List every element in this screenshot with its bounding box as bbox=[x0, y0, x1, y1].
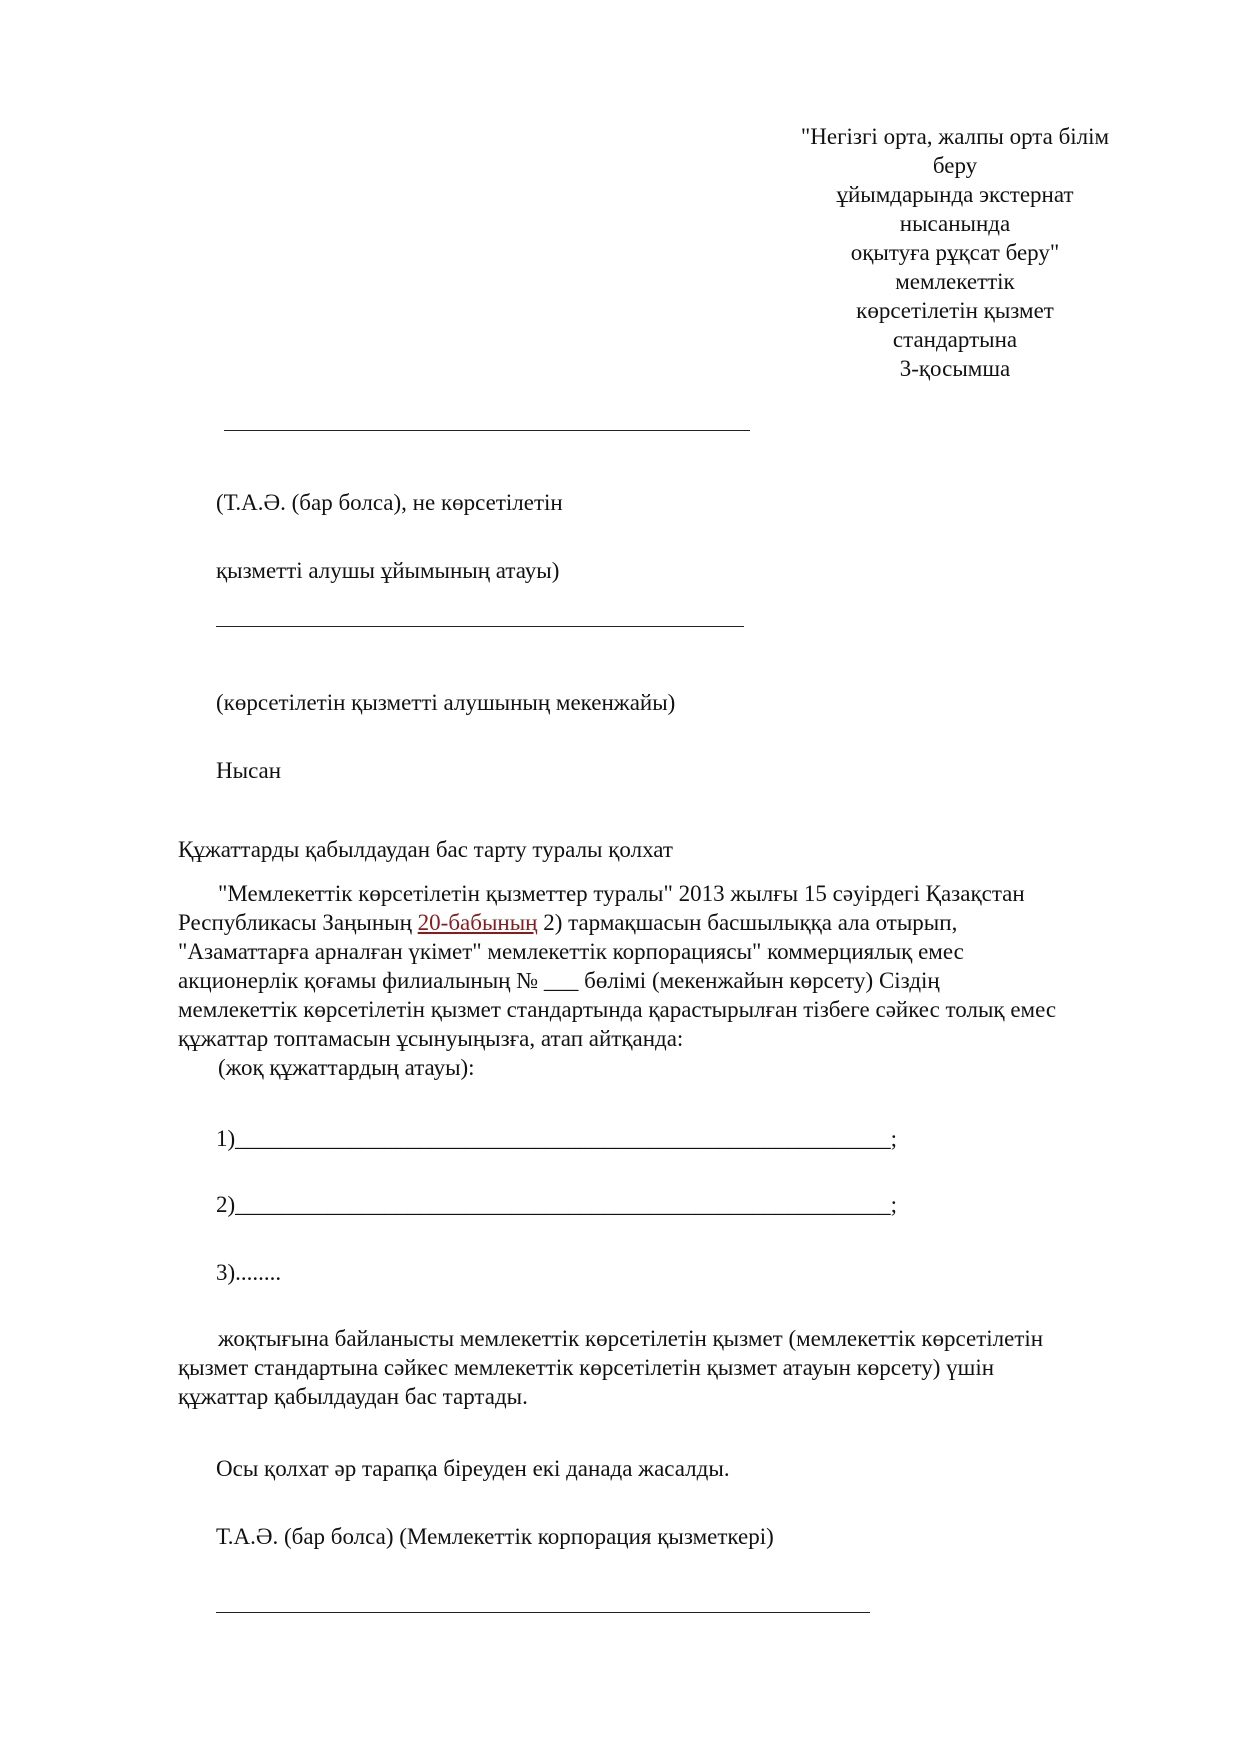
annex-line: 3-қосымша bbox=[899, 356, 1011, 381]
body-paragraph bbox=[178, 879, 1158, 1082]
conclusion-line: қызмет стандартына сәйкес мемлекеттік көрсетілетін қызмет атауын көрсету) үшін bbox=[178, 1355, 995, 1380]
annex-line: беру bbox=[932, 153, 978, 178]
recipient-address-label: (көрсетілетін қызметті алушының мекенжайы) bbox=[216, 690, 676, 715]
conclusion-line: құжаттар қабылдаудан бас тартады. bbox=[178, 1384, 528, 1409]
body-line bbox=[178, 908, 1158, 937]
body-text: 2) тармақшасын басшылыққа ала отырып, bbox=[537, 910, 958, 935]
body-line: "Азаматтарға арналған үкімет" мемлекеттік корпорациясы" коммерциялық емес bbox=[178, 939, 964, 964]
missing-item-2[interactable]: 2)_________________________________________________________; bbox=[216, 1192, 898, 1217]
annex-line: нысанында bbox=[899, 211, 1011, 236]
signature-blank[interactable] bbox=[216, 1612, 870, 1613]
recipient-name-blank[interactable] bbox=[224, 430, 750, 431]
annex-line: стандартына bbox=[892, 327, 1018, 352]
body-text: Республикасы Заңының bbox=[178, 910, 418, 935]
annex-line: көрсетілетін қызмет bbox=[856, 298, 1054, 323]
signature-label: Т.А.Ә. (бар болса) (Мемлекеттік корпорация қызметкері) bbox=[216, 1524, 774, 1549]
conclusion-line: жоқтығына байланысты мемлекеттік көрсетілетін қызмет (мемлекеттік көрсетілетін bbox=[218, 1326, 1044, 1351]
annex-line: мемлекеттік bbox=[895, 269, 1015, 294]
copies-note: Осы қолхат әр тарапқа біреуден екі данада жасалды. bbox=[216, 1456, 730, 1481]
recipient-name-label: (Т.А.Ә. (бар болса), не көрсетілетін bbox=[216, 490, 563, 515]
annex-line: "Негізгі орта, жалпы орта білім bbox=[800, 124, 1110, 149]
recipient-name-label-2: қызметті алушы ұйымының атауы) bbox=[216, 558, 560, 583]
missing-item-3[interactable]: 3)........ bbox=[216, 1260, 282, 1285]
annex-line: оқытуға рұқсат беру" bbox=[850, 240, 1060, 265]
annex-line: ұйымдарында экстернат bbox=[836, 182, 1074, 207]
recipient-address-blank[interactable] bbox=[216, 626, 744, 627]
body-line: акционерлік қоғамы филиалының № ___ бөлімі (мекенжайын көрсету) Сіздің bbox=[178, 968, 940, 993]
missing-item-1[interactable]: 1)_________________________________________________________; bbox=[216, 1126, 898, 1151]
form-label: Нысан bbox=[216, 758, 282, 783]
missing-docs-label: (жоқ құжаттардың атауы): bbox=[218, 1055, 475, 1080]
article-link[interactable]: 20-бабының bbox=[417, 910, 538, 935]
document-title: Құжаттарды қабылдаудан бас тарту туралы қолхат bbox=[178, 837, 673, 862]
conclusion-paragraph bbox=[178, 1324, 1158, 1411]
body-line: "Мемлекеттік көрсетілетін қызметтер туралы" 2013 жылғы 15 сәуірдегі Қазақстан bbox=[218, 881, 1025, 906]
body-line: құжаттар топтамасын ұсынуыңызға, атап айтқанда: bbox=[178, 1026, 684, 1051]
annex-header bbox=[770, 122, 1140, 383]
body-line: мемлекеттік көрсетілетін қызмет стандартында қарастырылған тізбеге сәйкес толық емес bbox=[178, 997, 1057, 1022]
